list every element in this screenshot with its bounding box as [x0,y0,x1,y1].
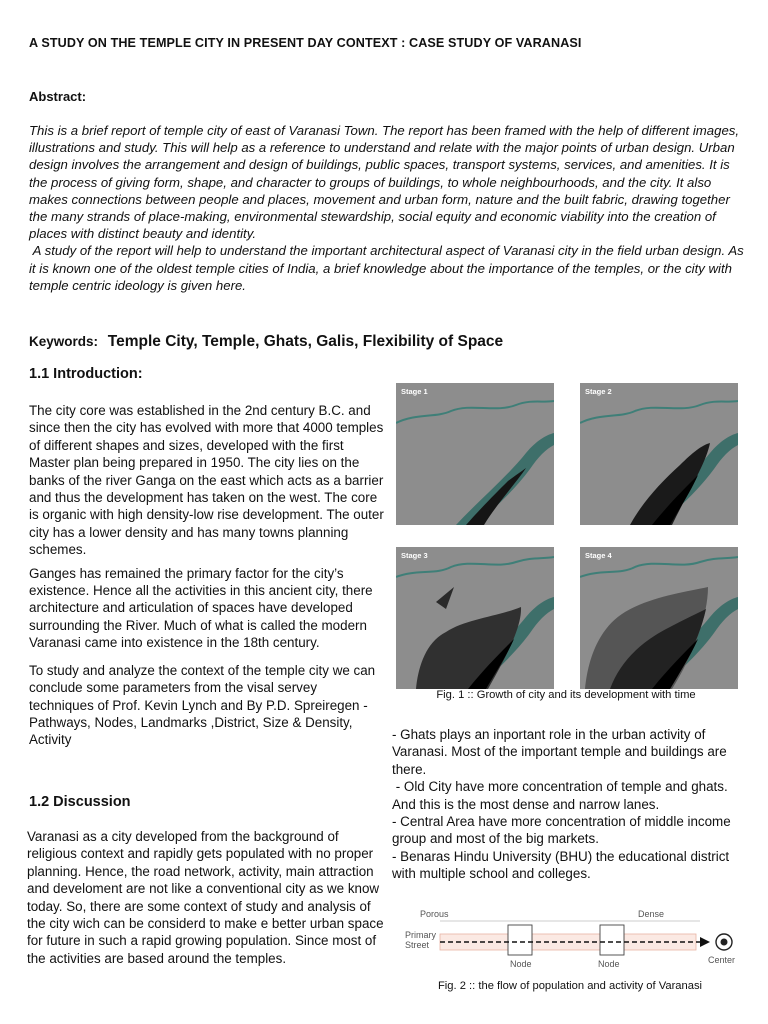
bullet-central-area: - Central Area have more concentration of middle income group and most of the big markets. [392,814,731,847]
map-stage-3 [396,547,554,689]
intro-text [29,402,385,755]
right-column-text [392,726,744,883]
stage-1-label: Stage 1 [401,387,428,396]
intro-heading: 1.1 Introduction: [29,366,143,382]
label-node-1: Node [510,959,532,969]
map-stage-4 [580,547,738,689]
abstract-heading: Abstract: [29,89,87,104]
label-node-2: Node [598,959,620,969]
stage-2-label: Stage 2 [585,387,612,396]
map-stage-1-image [396,383,554,525]
stage-4-label: Stage 4 [585,551,612,560]
map-stage-1 [396,383,554,525]
stage-3-label: Stage 3 [401,551,428,560]
node-2-box [600,925,624,955]
label-porous: Porous [420,909,449,919]
figure-1 [396,383,734,701]
map-stage-4-image [580,547,738,689]
intro-paragraph-1: The city core was established in the 2nd century B.C. and since then the city has evolved with more that 4000 temples of different shapes and sizes, developed with the first Master plan being prepared in 1950. The city lies on the banks of the river Ganga on the east which acts as a barrier and thus the development has taken on the west. The core is organic with high density-low rise development. The outer city has a lower density and has many towns planning schemes. [29,403,384,558]
abstract-text [29,122,748,294]
label-dense: Dense [638,909,665,919]
abstract-paragraph-2: A study of the report will help to understand the important architectural aspect of Varanasi city in the field urban design. As it is known one of the oldest temple cities of India, a brief knowledge about the importance of the temples, or the city with temple centric ideology is given here. [29,243,748,293]
keywords-line [29,333,749,351]
map-stage-3-image [396,547,554,689]
keywords-value: Temple City, Temple, Ghats, Galis, Flexibility of Space [107,333,504,350]
arrow-head-icon [700,937,710,947]
label-street: Street [405,940,430,950]
map-stage-2 [580,383,738,525]
figure-2-caption: Fig. 2 :: the flow of population and activity of Varanasi [437,980,703,992]
discussion-heading: 1.2 Discussion [29,794,131,810]
intro-paragraph-2: Ganges has remained the primary factor for the city’s existence. Hence all the activities in this ancient city, there architecture and articulation of spaces have developed surrounding the River. Much of what is called the modern Varanasi came into existence in the 18th century. [29,565,373,651]
discussion-text [27,828,385,973]
figure-1-caption: Fig. 1 :: Growth of city and its development with time [436,689,696,701]
discussion-paragraph-1: Varanasi as a city developed from the background of religious context and rapidly gets populated with no proper planning. Hence, the road network, activity, main attraction and develoment are not like a conventional city as we know today. So, there are some context of study and analysis of the city wich can be considerd to make e better urban space for future in such a rapid growing population. Since most of the activities are based around the temples. [27,829,384,966]
node-1-box [508,925,532,955]
paper-title: A STUDY ON THE TEMPLE CITY IN PRESENT DAY CONTEXT : CASE STUDY OF VARANASI [29,36,582,50]
flow-diagram [400,905,744,983]
label-center: Center [708,955,736,965]
abstract-paragraph-1: This is a brief report of temple city of east of Varanasi Town. The report has been framed with the help of different images, illustrations and study. This will help as a reference to understand and relate with the major points of urban design. Urban design involves the arrangement and design of buildings, public spaces, transport systems, services, and amenities. It is the process of giving form, shape, and character to groups of buildings, to whole neighbourhoods, and the city. It also makes connections between people and places, movement and urban form, nature and the built fabric, drawing together the many strands of place-making, environmental stewardship, social equity and economic viability into the creation of places with distinct beauty and identity. [29,123,740,242]
bullet-bhu: - Benaras Hindu University (BHU) the educational district with multiple school and colleges. [392,848,730,882]
bullet-old-city: - Old City have more concentration of temple and ghats. And this is the most dense and narrow lanes. [392,779,731,812]
figure-2 [400,905,744,983]
keywords-label: Keywords: [29,334,99,349]
bullet-ghats: - Ghats plays an inportant role in the urban activity of Varanasi. Most of the important temple and buildings are there. [392,727,727,777]
map-stage-2-image [580,383,738,525]
label-primary: Primary [405,930,436,940]
intro-paragraph-3: To study and analyze the context of the temple city we can conclude some parameters from the visal servey techniques of Prof. Kevin Lynch and By P.D. Spreiregen - Pathways, Nodes, Landmarks ,District, Size & Density, Activity [29,662,376,748]
